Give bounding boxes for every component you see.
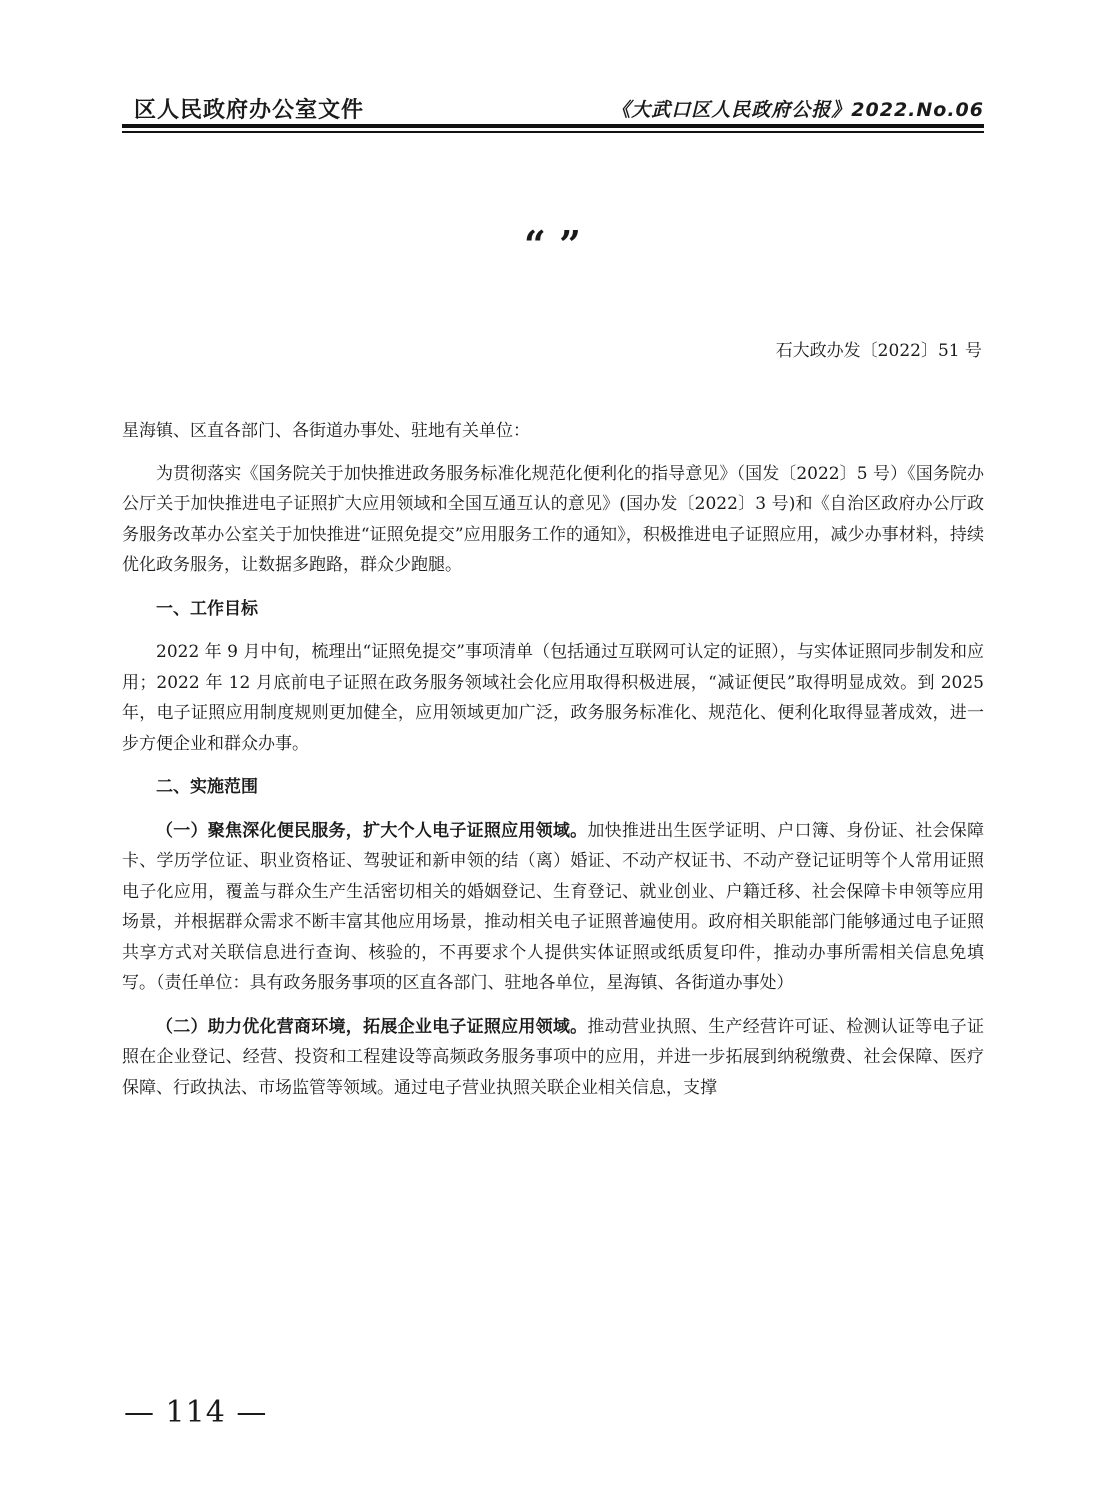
intro-paragraph: 为贯彻落实《国务院关于加快推进政务服务标准化规范化便利化的指导意见》（国发〔2022〕5 号）《国务院办公厅关于加快推进电子证照扩大应用领域和全国互通互认的意见》(国办发〔2022〕3 号)和《自治区政府办公厅政务服务改革办公室关于加快推进“证照免提交”应用服务工作的通知》，积极推进电子证照应用，减少办事材料，持续优化政务服务，让数据多跑路，群众少跑腿。 [122, 463, 984, 575]
scope-item-1-body: 加快推进出生医学证明、户口簿、身份证、社会保障卡、学历学位证、职业资格证、驾驶证和新申领的结（离）婚证、不动产权证书、不动产登记证明等个人常用证照电子化应用，覆盖与群众生产生活密切相关的婚姻登记、生育登记、就业创业、户籍迁移、社会保障卡申领等应用场景，并根据群众需求不断丰富其他应用场景，推动相关电子证照普遍使用。政府相关职能部门能够通过电子证照共享方式对关联信息进行查询、核验的，不再要求个人提供实体证照或纸质复印件，推动办事所需相关信息免填写。（责任单位：具有政务服务事项的区直各部门、驻地各单位，星海镇、各街道办事处） [122, 820, 985, 993]
section-heading-scope: 二、实施范围 [156, 777, 258, 797]
scope-item-1 [122, 816, 984, 999]
header-publisher: 区人民政府办公室文件 [134, 98, 365, 123]
header-rule-thick [122, 124, 984, 128]
document-body [122, 416, 984, 1116]
section-heading-goals: 一、工作目标 [156, 598, 258, 619]
scope-item-2 [122, 1012, 984, 1104]
scope-item-2-lead: （二）助力优化营商环境，拓展企业电子证照应用领域。 [156, 1016, 588, 1037]
scope-item-1-lead: （一）聚焦深化便民服务，扩大个人电子证照应用领域。 [156, 820, 588, 841]
header-rule-thin [122, 131, 984, 133]
goals-paragraph: 2022 年 9 月中旬，梳理出“证照免提交”事项清单（包括通过互联网可认定的证照），与实体证照同步制发和应用；2022 年 12 月底前电子证照在政务服务领域社会化应用取得积极进展，“减证便民”取得明显成效。到 2025 年，电子证照应用制度规则更加健全，应用领域更加广泛，政务服务标准化、规范化、便利化取得显著成效，进一步方便企业和群众办事。 [122, 642, 984, 754]
page-number: — 114 — [124, 1395, 268, 1430]
salutation: 星海镇、区直各部门、各街道办事处、驻地有关单位： [122, 421, 530, 441]
scope-item-2-body: 推动营业执照、生产经营许可证、检测认证等电子证照在企业登记、经营、投资和工程建设等高频政务服务事项中的应用，并进一步拓展到纳税缴费、社会保障、医疗保障、行政执法、市场监管等领域。通过电子营业执照关联企业相关信息，支撑 [122, 1016, 985, 1098]
header-journal-issue: 《大武口区人民政府公报》2022.No.06 [611, 99, 984, 121]
document-title: “ ” [524, 222, 581, 267]
document-number: 石大政办发〔2022〕51 号 [775, 341, 982, 361]
